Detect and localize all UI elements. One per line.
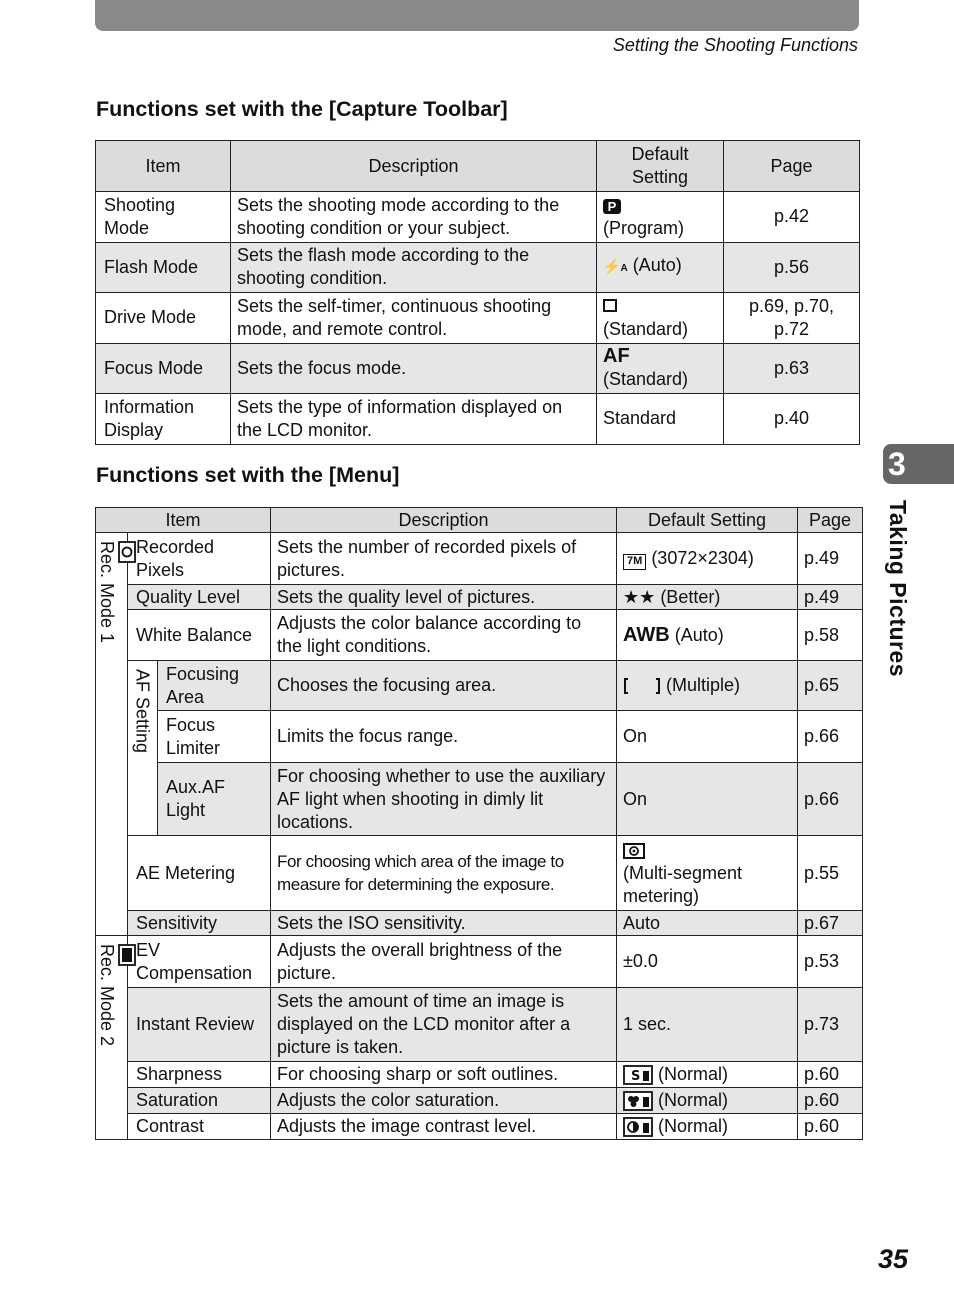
description-cell: For choosing which area of the image to measure for determining the exposure. xyxy=(271,836,617,911)
menu-title: Functions set with the [Menu] xyxy=(96,463,400,487)
table-header-row xyxy=(96,141,860,192)
item-cell: Flash Mode xyxy=(96,242,231,293)
page-cell: p.58 xyxy=(798,610,863,661)
rec-mode-1-group xyxy=(96,533,128,936)
default-cell: (Multi-segment metering) xyxy=(617,836,798,911)
table-row xyxy=(96,1062,863,1088)
page-cell: p.65 xyxy=(798,661,863,711)
column-header: Description xyxy=(271,508,617,533)
default-cell: S (Normal) xyxy=(617,1062,798,1088)
item-cell: Recorded Pixels xyxy=(128,533,271,585)
table-row xyxy=(96,394,860,445)
page-cell: p.60 xyxy=(798,1088,863,1114)
table-row xyxy=(96,711,863,763)
page-cell: p.55 xyxy=(798,836,863,911)
default-cell: 1 sec. xyxy=(617,988,798,1062)
default-cell: On xyxy=(617,711,798,763)
default-cell: On xyxy=(617,763,798,836)
default-cell: ★★ (Better) xyxy=(617,585,798,610)
item-cell: White Balance xyxy=(128,610,271,661)
running-header: Setting the Shooting Functions xyxy=(612,35,858,55)
page-cell: p.56 xyxy=(724,242,860,293)
default-cell: ⚡A (Auto) xyxy=(597,242,724,293)
page-cell: p.73 xyxy=(798,988,863,1062)
rec-mode-2-label: Rec. Mode 2 xyxy=(97,944,117,1047)
page-cell: p.42 xyxy=(724,192,860,243)
standard-drive-icon xyxy=(603,299,617,312)
description-cell: Limits the focus range. xyxy=(271,711,617,763)
page-cell: p.49 xyxy=(798,533,863,585)
description-cell: Sets the number of recorded pixels of pictures. xyxy=(271,533,617,585)
saturation-normal-icon xyxy=(623,1091,653,1111)
description-cell: Sets the type of information displayed on the LCD monitor. xyxy=(231,394,597,445)
table-row xyxy=(96,585,863,610)
item-cell: Focus Limiter xyxy=(158,711,271,763)
rec-mode-1-label: Rec. Mode 1 xyxy=(97,541,117,644)
page-number: 35 xyxy=(877,1244,908,1274)
item-cell: Saturation xyxy=(128,1088,271,1114)
page-cell: p.49 xyxy=(798,585,863,610)
af-icon: AF xyxy=(603,345,630,368)
page-cell: p.67 xyxy=(798,911,863,936)
sharpness-normal-icon xyxy=(623,1065,653,1085)
chapter-title: Taking Pictures xyxy=(885,500,911,678)
default-cell: AF (Standard) xyxy=(597,343,724,394)
page-cell: p.69, p.70, p.72 xyxy=(724,293,860,344)
item-cell: Information Display xyxy=(96,394,231,445)
description-cell: Sets the shooting mode according to the shooting condition or your subject. xyxy=(231,192,597,243)
contrast-normal-icon xyxy=(623,1117,653,1137)
page-cell: p.63 xyxy=(724,343,860,394)
page-cell: p.66 xyxy=(798,763,863,836)
description-cell: Adjusts the color saturation. xyxy=(271,1088,617,1114)
table-row xyxy=(96,911,863,936)
table-header-row xyxy=(96,508,863,533)
recorded-pixels-7m-icon: 7M xyxy=(623,554,646,570)
description-cell: Sets the flash mode according to the shooting condition. xyxy=(231,242,597,293)
description-cell: Chooses the focusing area. xyxy=(271,661,617,711)
awb-icon: AWB xyxy=(623,623,670,646)
item-cell: Instant Review xyxy=(128,988,271,1062)
column-header: Description xyxy=(231,141,597,192)
page-cell: p.66 xyxy=(798,711,863,763)
item-cell: EV Compensation xyxy=(128,936,271,988)
table-row xyxy=(96,836,863,911)
multi-segment-metering-icon xyxy=(623,843,645,859)
table-row xyxy=(96,763,863,836)
default-cell: ±0.0 xyxy=(617,936,798,988)
description-cell: Sets the focus mode. xyxy=(231,343,597,394)
top-decoration-bar xyxy=(95,0,859,31)
description-cell: Adjusts the color balance according to the light conditions. xyxy=(271,610,617,661)
description-cell: Sets the quality level of pictures. xyxy=(271,585,617,610)
column-header: Page xyxy=(724,141,860,192)
table-row xyxy=(96,1114,863,1140)
table-row xyxy=(96,192,860,243)
default-cell: Standard xyxy=(597,394,724,445)
default-cell: Auto xyxy=(617,911,798,936)
table-row xyxy=(96,610,863,661)
item-cell: Sharpness xyxy=(128,1062,271,1088)
page-cell: p.53 xyxy=(798,936,863,988)
af-setting-group xyxy=(128,661,158,836)
rec-mode-1-icon xyxy=(118,541,136,563)
item-cell: Shooting Mode xyxy=(96,192,231,243)
default-cell: (Multiple) xyxy=(617,661,798,711)
description-cell: Sets the amount of time an image is displayed on the LCD monitor after a picture is taken. xyxy=(271,988,617,1062)
description-cell: Sets the ISO sensitivity. xyxy=(271,911,617,936)
item-cell: AE Metering xyxy=(128,836,271,911)
item-cell: Focus Mode xyxy=(96,343,231,394)
menu-table xyxy=(95,507,863,1140)
default-cell: AWB (Auto) xyxy=(617,610,798,661)
quality-stars-icon: ★★ xyxy=(623,586,656,607)
table-row xyxy=(96,661,863,711)
item-cell: Contrast xyxy=(128,1114,271,1140)
svg-text:S: S xyxy=(631,1069,641,1085)
description-cell: For choosing whether to use the auxiliary AF light when shooting in dimly lit locations. xyxy=(271,763,617,836)
chapter-number: 3 xyxy=(888,446,906,482)
item-cell: Focusing Area xyxy=(158,661,271,711)
table-row xyxy=(96,293,860,344)
column-header: Page xyxy=(798,508,863,533)
table-row xyxy=(96,1088,863,1114)
table-row xyxy=(96,242,860,293)
column-header: Default Setting xyxy=(597,141,724,192)
description-cell: Sets the self-timer, continuous shooting mode, and remote control. xyxy=(231,293,597,344)
table-row xyxy=(96,936,863,988)
capture-toolbar-title: Functions set with the [Capture Toolbar] xyxy=(96,97,508,121)
item-cell: Drive Mode xyxy=(96,293,231,344)
af-setting-label: AF Setting xyxy=(132,669,153,754)
item-cell: Sensitivity xyxy=(128,911,271,936)
column-header: Item xyxy=(96,508,271,533)
table-row xyxy=(96,343,860,394)
default-cell: 7M (3072×2304) xyxy=(617,533,798,585)
description-cell: Adjusts the overall brightness of the picture. xyxy=(271,936,617,988)
description-cell: Adjusts the image contrast level. xyxy=(271,1114,617,1140)
rec-mode-2-group xyxy=(96,936,128,1140)
program-mode-icon: P xyxy=(603,199,621,214)
default-cell: (Normal) xyxy=(617,1088,798,1114)
table-row xyxy=(96,533,863,585)
rec-mode-2-icon xyxy=(118,944,136,966)
default-cell: P (Program) xyxy=(597,192,724,243)
page-cell: p.40 xyxy=(724,394,860,445)
column-header: Item xyxy=(96,141,231,192)
capture-toolbar-table xyxy=(95,140,860,445)
description-cell: For choosing sharp or soft outlines. xyxy=(271,1062,617,1088)
multiple-focus-area-icon xyxy=(623,677,661,695)
table-row xyxy=(96,988,863,1062)
item-cell: Aux.AF Light xyxy=(158,763,271,836)
column-header: Default Setting xyxy=(617,508,798,533)
default-cell: (Normal) xyxy=(617,1114,798,1140)
page-cell: p.60 xyxy=(798,1062,863,1088)
flash-auto-icon: ⚡A xyxy=(603,258,628,275)
page-cell: p.60 xyxy=(798,1114,863,1140)
item-cell: Quality Level xyxy=(128,585,271,610)
default-cell: (Standard) xyxy=(597,293,724,344)
